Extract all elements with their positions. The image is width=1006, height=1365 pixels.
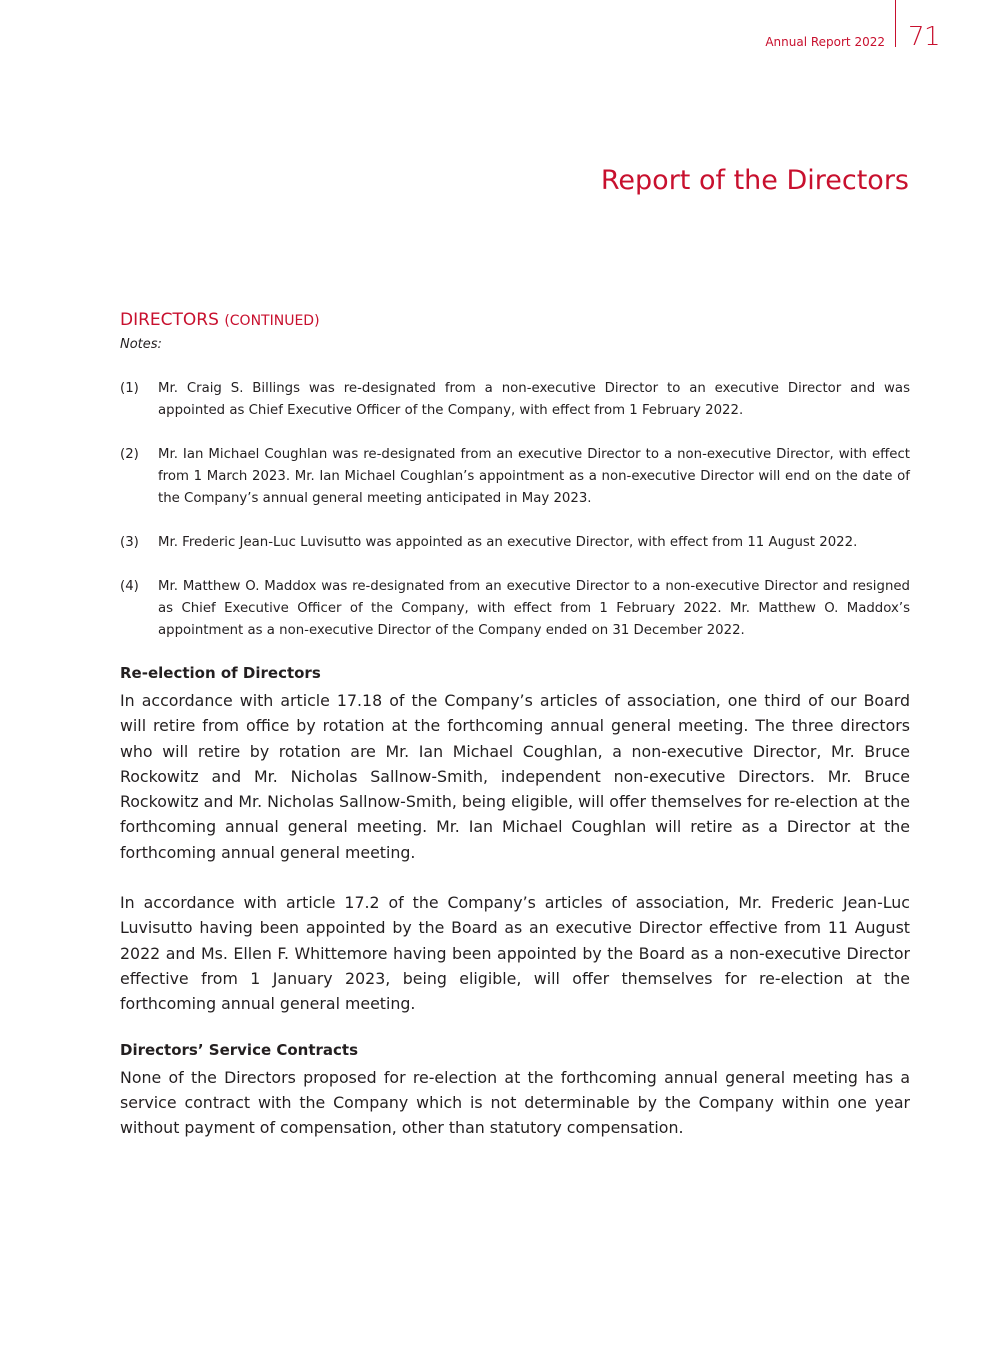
note-text: Mr. Ian Michael Coughlan was re-designated from an executive Director to a non-executive Director, with effect from 1 March 2023. Mr. Ian Michael Coughlan’s appointment as a non-executive Director will end on the date of the Company’s annual general meeting anticipated in May 2023. — [158, 447, 910, 506]
note-number: (2) — [120, 447, 139, 462]
service-contracts-heading: Directors’ Service Contracts — [120, 1040, 359, 1059]
directors-heading — [120, 310, 910, 330]
re-election-paragraph: In accordance with article 17.2 of the Company’s articles of association, Mr. Frederic Jean-Luc Luvisutto having been appointed by the Board as an executive Director effective from 11 August 2022 and Ms. Ellen F. Whittemore having been appointed by the Board as a non-executive Director effective from 1 January 2023, being eligible, will offer themselves for re-election at the forthcoming annual general meeting. — [120, 893, 910, 1014]
notes-list — [120, 378, 910, 642]
note-item — [120, 378, 910, 422]
note-text: Mr. Craig S. Billings was re-designated from a non-executive Director to an executive Director and was appointed as Chief Executive Officer of the Company, with effect from 1 February 2022. — [158, 381, 910, 418]
note-number: (4) — [120, 579, 139, 594]
re-election-heading: Re-election of Directors — [120, 664, 321, 682]
note-number: (1) — [120, 381, 139, 396]
note-text: Mr. Matthew O. Maddox was re-designated from an executive Director to a non-executive Director and resigned as Chief Executive Officer of the Company, with effect from 1 February 2022. Mr. Matthew O. Maddox’s appointment as a non-executive Director of the Company ended on 31 December 2022. — [158, 579, 910, 638]
re-election-section — [120, 664, 910, 1017]
note-item — [120, 532, 910, 554]
note-number: (3) — [120, 535, 139, 550]
page-title: Report of the Directors — [600, 165, 909, 196]
report-label: Annual Report 2022 — [765, 35, 885, 49]
service-contracts-paragraph: None of the Directors proposed for re-election at the forthcoming annual general meeting has a service contract with the Company which is not determinable by the Company within one year without payment of compensation, other than statutory compensation. — [120, 1067, 910, 1138]
service-contracts-section — [120, 1041, 910, 1141]
note-item — [120, 444, 910, 510]
note-text: Mr. Frederic Jean-Luc Luvisutto was appointed as an executive Director, with effect from 11 August 2022. — [158, 535, 858, 550]
re-election-paragraph: In accordance with article 17.18 of the Company’s articles of association, one third of our Board will retire from office by rotation at the forthcoming annual general meeting. The three directors who will retire by rotation are Mr. Ian Michael Coughlan, a non-executive Director, Mr. Bruce Rockowitz and Mr. Nicholas Sallnow-Smith, independent non-executive Directors. Mr. Bruce Rockowitz and Mr. Nicholas Sallnow-Smith, being eligible, will offer themselves for re-election at the forthcoming annual general meeting. Mr. Ian Michael Coughlan will retire as a Director at the forthcoming annual general meeting. — [120, 691, 910, 862]
note-item — [120, 576, 910, 642]
header-divider — [895, 0, 896, 47]
directors-heading-suffix: (CONTINUED) — [224, 313, 320, 329]
directors-heading-text: DIRECTORS — [120, 310, 219, 330]
notes-label: Notes: — [120, 337, 162, 352]
page-number: 71 — [908, 22, 941, 52]
page-header — [0, 0, 1006, 60]
main-content — [120, 310, 910, 1140]
